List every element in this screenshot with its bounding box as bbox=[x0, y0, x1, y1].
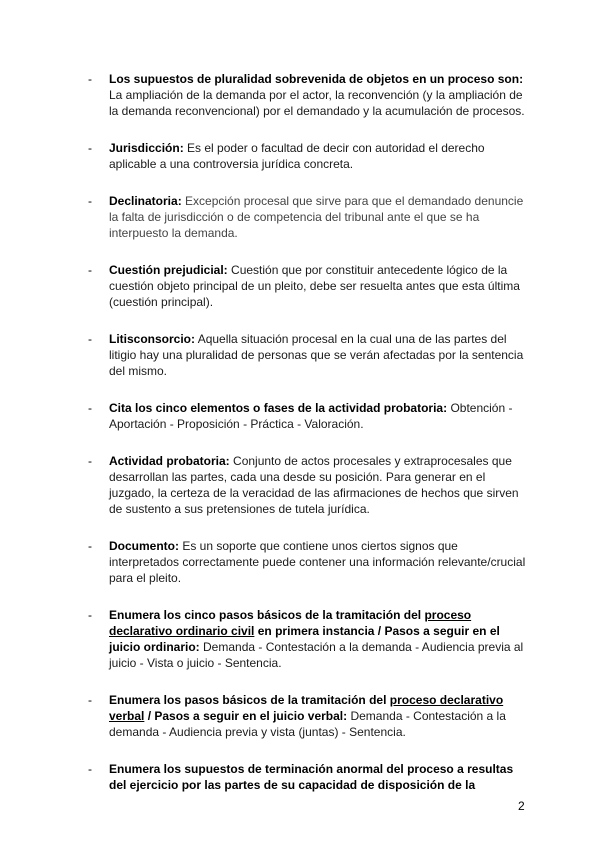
bullet-dash: - bbox=[88, 141, 92, 155]
bullet-dash: - bbox=[88, 762, 92, 776]
item-term-underlined: proceso declarativo verbal bbox=[109, 693, 504, 723]
list-item bbox=[88, 400, 528, 432]
item-definition: Excepción procesal que sirve para que el demandado denuncie la falta de jurisdicción o de competencia del tribunal ante el que se ha interpuesto la demanda. bbox=[109, 194, 524, 240]
list-item bbox=[88, 71, 528, 119]
list-item bbox=[88, 761, 528, 793]
item-definition: Es un soporte que contiene unos ciertos signos que interpretados correctamente puede contener una información relevante/crucial para el pleito. bbox=[109, 539, 526, 585]
item-term: Jurisdicción: bbox=[109, 141, 184, 155]
bullet-dash: - bbox=[88, 454, 92, 468]
item-definition: Obtención - Aportación - Proposición - Práctica - Valoración. bbox=[109, 401, 513, 431]
definition-list bbox=[88, 71, 528, 814]
item-term: Cita los cinco elementos o fases de la actividad probatoria: bbox=[109, 401, 448, 415]
bullet-dash: - bbox=[88, 693, 92, 707]
item-term: Documento: bbox=[109, 539, 179, 553]
bullet-dash: - bbox=[88, 72, 92, 86]
item-term-lead: Enumera los cinco pasos básicos de la tramitación del bbox=[109, 608, 422, 622]
item-definition: La ampliación de la demanda por el actor, la reconvención (y la ampliación de la demanda reconvencional) por el demandado y la acumulación de procesos. bbox=[109, 88, 525, 118]
item-term-tail: en primera instancia / Pasos a seguir en el juicio ordinario: bbox=[109, 624, 500, 654]
item-term: Litisconsorcio: bbox=[109, 332, 196, 346]
item-definition: Es el poder o facultad de decir con autoridad el derecho aplicable a una controversia jurídica concreta. bbox=[109, 141, 485, 171]
page-number: 2 bbox=[518, 799, 525, 813]
bullet-dash: - bbox=[88, 332, 92, 346]
list-item bbox=[88, 538, 528, 586]
item-definition: Cuestión que por constituir antecedente lógico de la cuestión objeto principal de un pleito, debe ser resuelta antes que esta última (cuestión principal). bbox=[109, 263, 520, 309]
item-term: Declinatoria: bbox=[109, 194, 182, 208]
list-item bbox=[88, 140, 528, 172]
item-term: Los supuestos de pluralidad sobrevenida de objetos en un proceso son: bbox=[109, 72, 524, 86]
bullet-dash: - bbox=[88, 539, 92, 553]
item-definition: Demanda - Contestación a la demanda - Audiencia previa al juicio - Vista o juicio - Sentencia. bbox=[109, 640, 524, 670]
list-item bbox=[88, 262, 528, 310]
bullet-dash: - bbox=[88, 194, 92, 208]
item-definition: Demanda - Contestación a la demanda - Audiencia previa y vista (juntas) - Sentencia. bbox=[109, 709, 506, 739]
bullet-dash: - bbox=[88, 608, 92, 622]
list-item bbox=[88, 692, 528, 740]
list-item bbox=[88, 193, 528, 241]
item-term-underlined: proceso declarativo ordinario civil bbox=[109, 608, 472, 638]
item-term: Cuestión prejudicial: bbox=[109, 263, 228, 277]
item-term-tail: / Pasos a seguir en el juicio verbal: bbox=[147, 709, 348, 723]
item-term-lead: Enumera los pasos básicos de la tramitación del bbox=[109, 693, 387, 707]
bullet-dash: - bbox=[88, 263, 92, 277]
list-item bbox=[88, 453, 528, 517]
item-definition: Conjunto de actos procesales y extraprocesales que desarrollan las partes, cada una desde su posición. Para generar en el juzgado, la certeza de la veracidad de las afirmaciones de hechos que sirven de sustento a sus pretensiones de tutela jurídica. bbox=[109, 454, 519, 516]
bullet-dash: - bbox=[88, 401, 92, 415]
item-term: Actividad probatoria: bbox=[109, 454, 230, 468]
list-item bbox=[88, 607, 528, 671]
item-definition: Aquella situación procesal en la cual una de las partes del litigio hay una pluralidad de personas que se verán afectadas por la sentencia del mismo. bbox=[109, 332, 524, 378]
item-term: Enumera los supuestos de terminación anormal del proceso a resultas del ejercicio por las partes de su capacidad de disposición de la bbox=[109, 762, 514, 792]
list-item bbox=[88, 331, 528, 379]
